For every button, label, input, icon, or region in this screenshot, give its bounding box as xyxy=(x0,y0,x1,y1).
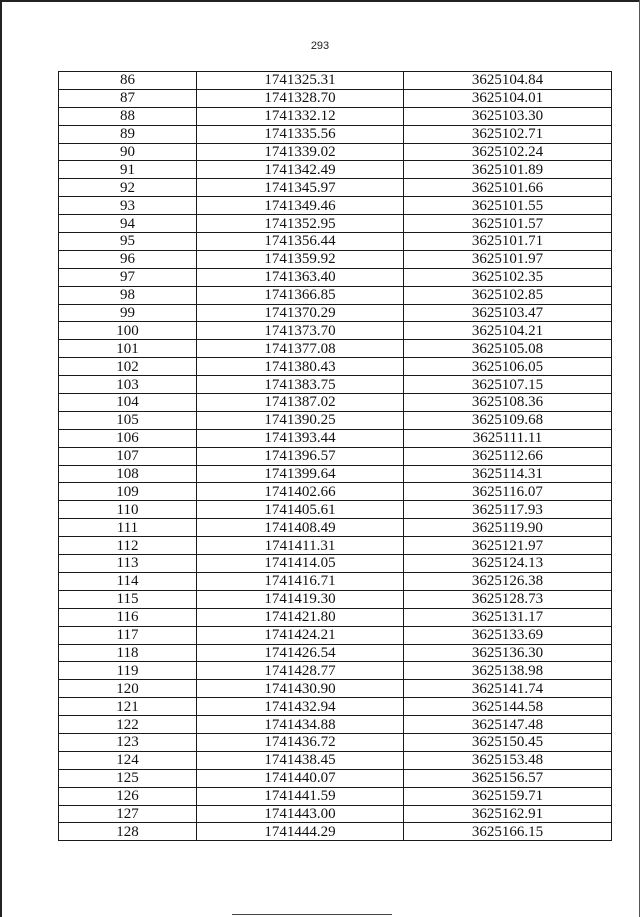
y-coordinate-cell: 3625156.57 xyxy=(404,769,612,787)
y-coordinate-cell: 3625131.17 xyxy=(404,608,612,626)
coordinates-table xyxy=(58,71,612,841)
scan-border-left xyxy=(0,0,2,917)
y-coordinate-cell: 3625114.31 xyxy=(404,465,612,483)
x-coordinate-cell: 1741428.77 xyxy=(197,662,404,680)
x-coordinate-cell: 1741408.49 xyxy=(197,519,404,537)
x-coordinate-cell: 1741438.45 xyxy=(197,751,404,769)
x-coordinate-cell: 1741402.66 xyxy=(197,483,404,501)
point-number-cell: 98 xyxy=(59,286,197,304)
point-number-cell: 107 xyxy=(59,447,197,465)
point-number-cell: 120 xyxy=(59,680,197,698)
y-coordinate-cell: 3625150.45 xyxy=(404,733,612,751)
point-number-cell: 109 xyxy=(59,483,197,501)
table-row xyxy=(59,608,612,626)
point-number-cell: 125 xyxy=(59,769,197,787)
x-coordinate-cell: 1741387.02 xyxy=(197,394,404,412)
x-coordinate-cell: 1741345.97 xyxy=(197,179,404,197)
coordinates-table-body xyxy=(59,72,612,841)
x-coordinate-cell: 1741443.00 xyxy=(197,805,404,823)
y-coordinate-cell: 3625147.48 xyxy=(404,716,612,734)
table-row xyxy=(59,733,612,751)
x-coordinate-cell: 1741441.59 xyxy=(197,787,404,805)
point-number-cell: 117 xyxy=(59,626,197,644)
point-number-cell: 113 xyxy=(59,555,197,573)
y-coordinate-cell: 3625101.66 xyxy=(404,179,612,197)
table-row xyxy=(59,555,612,573)
table-row xyxy=(59,787,612,805)
point-number-cell: 100 xyxy=(59,322,197,340)
x-coordinate-cell: 1741370.29 xyxy=(197,304,404,322)
x-coordinate-cell: 1741342.49 xyxy=(197,161,404,179)
y-coordinate-cell: 3625159.71 xyxy=(404,787,612,805)
y-coordinate-cell: 3625117.93 xyxy=(404,501,612,519)
x-coordinate-cell: 1741419.30 xyxy=(197,590,404,608)
table-row xyxy=(59,680,612,698)
table-row xyxy=(59,751,612,769)
y-coordinate-cell: 3625103.30 xyxy=(404,107,612,125)
point-number-cell: 118 xyxy=(59,644,197,662)
point-number-cell: 114 xyxy=(59,572,197,590)
point-number-cell: 88 xyxy=(59,107,197,125)
point-number-cell: 102 xyxy=(59,358,197,376)
x-coordinate-cell: 1741325.31 xyxy=(197,72,404,90)
table-row xyxy=(59,662,612,680)
point-number-cell: 95 xyxy=(59,233,197,251)
y-coordinate-cell: 3625153.48 xyxy=(404,751,612,769)
footer-rule xyxy=(232,914,392,915)
point-number-cell: 110 xyxy=(59,501,197,519)
table-row xyxy=(59,143,612,161)
point-number-cell: 103 xyxy=(59,376,197,394)
x-coordinate-cell: 1741430.90 xyxy=(197,680,404,698)
point-number-cell: 108 xyxy=(59,465,197,483)
y-coordinate-cell: 3625162.91 xyxy=(404,805,612,823)
y-coordinate-cell: 3625133.69 xyxy=(404,626,612,644)
table-row xyxy=(59,340,612,358)
point-number-cell: 92 xyxy=(59,179,197,197)
table-row xyxy=(59,376,612,394)
y-coordinate-cell: 3625102.24 xyxy=(404,143,612,161)
table-row xyxy=(59,161,612,179)
point-number-cell: 127 xyxy=(59,805,197,823)
x-coordinate-cell: 1741363.40 xyxy=(197,268,404,286)
table-row xyxy=(59,394,612,412)
y-coordinate-cell: 3625111.11 xyxy=(404,429,612,447)
table-row xyxy=(59,286,612,304)
point-number-cell: 123 xyxy=(59,733,197,751)
y-coordinate-cell: 3625102.71 xyxy=(404,125,612,143)
table-row xyxy=(59,447,612,465)
y-coordinate-cell: 3625104.01 xyxy=(404,89,612,107)
x-coordinate-cell: 1741426.54 xyxy=(197,644,404,662)
y-coordinate-cell: 3625101.97 xyxy=(404,250,612,268)
point-number-cell: 105 xyxy=(59,411,197,429)
point-number-cell: 106 xyxy=(59,429,197,447)
point-number-cell: 111 xyxy=(59,519,197,537)
table-row xyxy=(59,805,612,823)
x-coordinate-cell: 1741349.46 xyxy=(197,197,404,215)
table-row xyxy=(59,626,612,644)
x-coordinate-cell: 1741377.08 xyxy=(197,340,404,358)
point-number-cell: 86 xyxy=(59,72,197,90)
point-number-cell: 104 xyxy=(59,394,197,412)
y-coordinate-cell: 3625101.55 xyxy=(404,197,612,215)
table-row xyxy=(59,233,612,251)
table-row xyxy=(59,215,612,233)
table-row xyxy=(59,590,612,608)
table-row xyxy=(59,411,612,429)
table-row xyxy=(59,358,612,376)
x-coordinate-cell: 1741366.85 xyxy=(197,286,404,304)
point-number-cell: 121 xyxy=(59,698,197,716)
point-number-cell: 97 xyxy=(59,268,197,286)
y-coordinate-cell: 3625124.13 xyxy=(404,555,612,573)
table-row xyxy=(59,465,612,483)
scan-border-top xyxy=(0,0,640,2)
y-coordinate-cell: 3625107.15 xyxy=(404,376,612,394)
y-coordinate-cell: 3625101.57 xyxy=(404,215,612,233)
point-number-cell: 126 xyxy=(59,787,197,805)
x-coordinate-cell: 1741373.70 xyxy=(197,322,404,340)
table-row xyxy=(59,572,612,590)
table-row xyxy=(59,268,612,286)
x-coordinate-cell: 1741432.94 xyxy=(197,698,404,716)
table-row xyxy=(59,322,612,340)
y-coordinate-cell: 3625128.73 xyxy=(404,590,612,608)
table-row xyxy=(59,537,612,555)
point-number-cell: 96 xyxy=(59,250,197,268)
point-number-cell: 93 xyxy=(59,197,197,215)
point-number-cell: 87 xyxy=(59,89,197,107)
table-row xyxy=(59,125,612,143)
table-row xyxy=(59,107,612,125)
x-coordinate-cell: 1741393.44 xyxy=(197,429,404,447)
x-coordinate-cell: 1741396.57 xyxy=(197,447,404,465)
point-number-cell: 91 xyxy=(59,161,197,179)
table-row xyxy=(59,72,612,90)
table-row xyxy=(59,716,612,734)
table-row xyxy=(59,519,612,537)
x-coordinate-cell: 1741339.02 xyxy=(197,143,404,161)
x-coordinate-cell: 1741436.72 xyxy=(197,733,404,751)
x-coordinate-cell: 1741411.31 xyxy=(197,537,404,555)
point-number-cell: 122 xyxy=(59,716,197,734)
x-coordinate-cell: 1741440.07 xyxy=(197,769,404,787)
x-coordinate-cell: 1741405.61 xyxy=(197,501,404,519)
point-number-cell: 89 xyxy=(59,125,197,143)
y-coordinate-cell: 3625105.08 xyxy=(404,340,612,358)
x-coordinate-cell: 1741434.88 xyxy=(197,716,404,734)
table-row xyxy=(59,769,612,787)
y-coordinate-cell: 3625138.98 xyxy=(404,662,612,680)
x-coordinate-cell: 1741352.95 xyxy=(197,215,404,233)
point-number-cell: 90 xyxy=(59,143,197,161)
table-row xyxy=(59,304,612,322)
y-coordinate-cell: 3625103.47 xyxy=(404,304,612,322)
point-number-cell: 94 xyxy=(59,215,197,233)
point-number-cell: 101 xyxy=(59,340,197,358)
table-row xyxy=(59,501,612,519)
x-coordinate-cell: 1741383.75 xyxy=(197,376,404,394)
table-row xyxy=(59,644,612,662)
table-row xyxy=(59,89,612,107)
y-coordinate-cell: 3625126.38 xyxy=(404,572,612,590)
y-coordinate-cell: 3625116.07 xyxy=(404,483,612,501)
point-number-cell: 119 xyxy=(59,662,197,680)
y-coordinate-cell: 3625121.97 xyxy=(404,537,612,555)
x-coordinate-cell: 1741380.43 xyxy=(197,358,404,376)
y-coordinate-cell: 3625144.58 xyxy=(404,698,612,716)
x-coordinate-cell: 1741424.21 xyxy=(197,626,404,644)
point-number-cell: 112 xyxy=(59,537,197,555)
x-coordinate-cell: 1741414.05 xyxy=(197,555,404,573)
y-coordinate-cell: 3625102.35 xyxy=(404,268,612,286)
y-coordinate-cell: 3625108.36 xyxy=(404,394,612,412)
x-coordinate-cell: 1741335.56 xyxy=(197,125,404,143)
table-row xyxy=(59,698,612,716)
table-row xyxy=(59,197,612,215)
y-coordinate-cell: 3625102.85 xyxy=(404,286,612,304)
x-coordinate-cell: 1741328.70 xyxy=(197,89,404,107)
x-coordinate-cell: 1741359.92 xyxy=(197,250,404,268)
y-coordinate-cell: 3625106.05 xyxy=(404,358,612,376)
x-coordinate-cell: 1741444.29 xyxy=(197,823,404,841)
point-number-cell: 115 xyxy=(59,590,197,608)
x-coordinate-cell: 1741356.44 xyxy=(197,233,404,251)
point-number-cell: 116 xyxy=(59,608,197,626)
y-coordinate-cell: 3625112.66 xyxy=(404,447,612,465)
x-coordinate-cell: 1741399.64 xyxy=(197,465,404,483)
table-row xyxy=(59,179,612,197)
y-coordinate-cell: 3625119.90 xyxy=(404,519,612,537)
table-row xyxy=(59,429,612,447)
point-number-cell: 99 xyxy=(59,304,197,322)
point-number-cell: 128 xyxy=(59,823,197,841)
x-coordinate-cell: 1741390.25 xyxy=(197,411,404,429)
page-number: 293 xyxy=(310,40,330,52)
y-coordinate-cell: 3625104.21 xyxy=(404,322,612,340)
y-coordinate-cell: 3625136.30 xyxy=(404,644,612,662)
table-row xyxy=(59,483,612,501)
point-number-cell: 124 xyxy=(59,751,197,769)
y-coordinate-cell: 3625101.71 xyxy=(404,233,612,251)
y-coordinate-cell: 3625109.68 xyxy=(404,411,612,429)
table-row xyxy=(59,250,612,268)
x-coordinate-cell: 1741332.12 xyxy=(197,107,404,125)
x-coordinate-cell: 1741416.71 xyxy=(197,572,404,590)
y-coordinate-cell: 3625166.15 xyxy=(404,823,612,841)
y-coordinate-cell: 3625104.84 xyxy=(404,72,612,90)
y-coordinate-cell: 3625141.74 xyxy=(404,680,612,698)
y-coordinate-cell: 3625101.89 xyxy=(404,161,612,179)
table-row xyxy=(59,823,612,841)
x-coordinate-cell: 1741421.80 xyxy=(197,608,404,626)
